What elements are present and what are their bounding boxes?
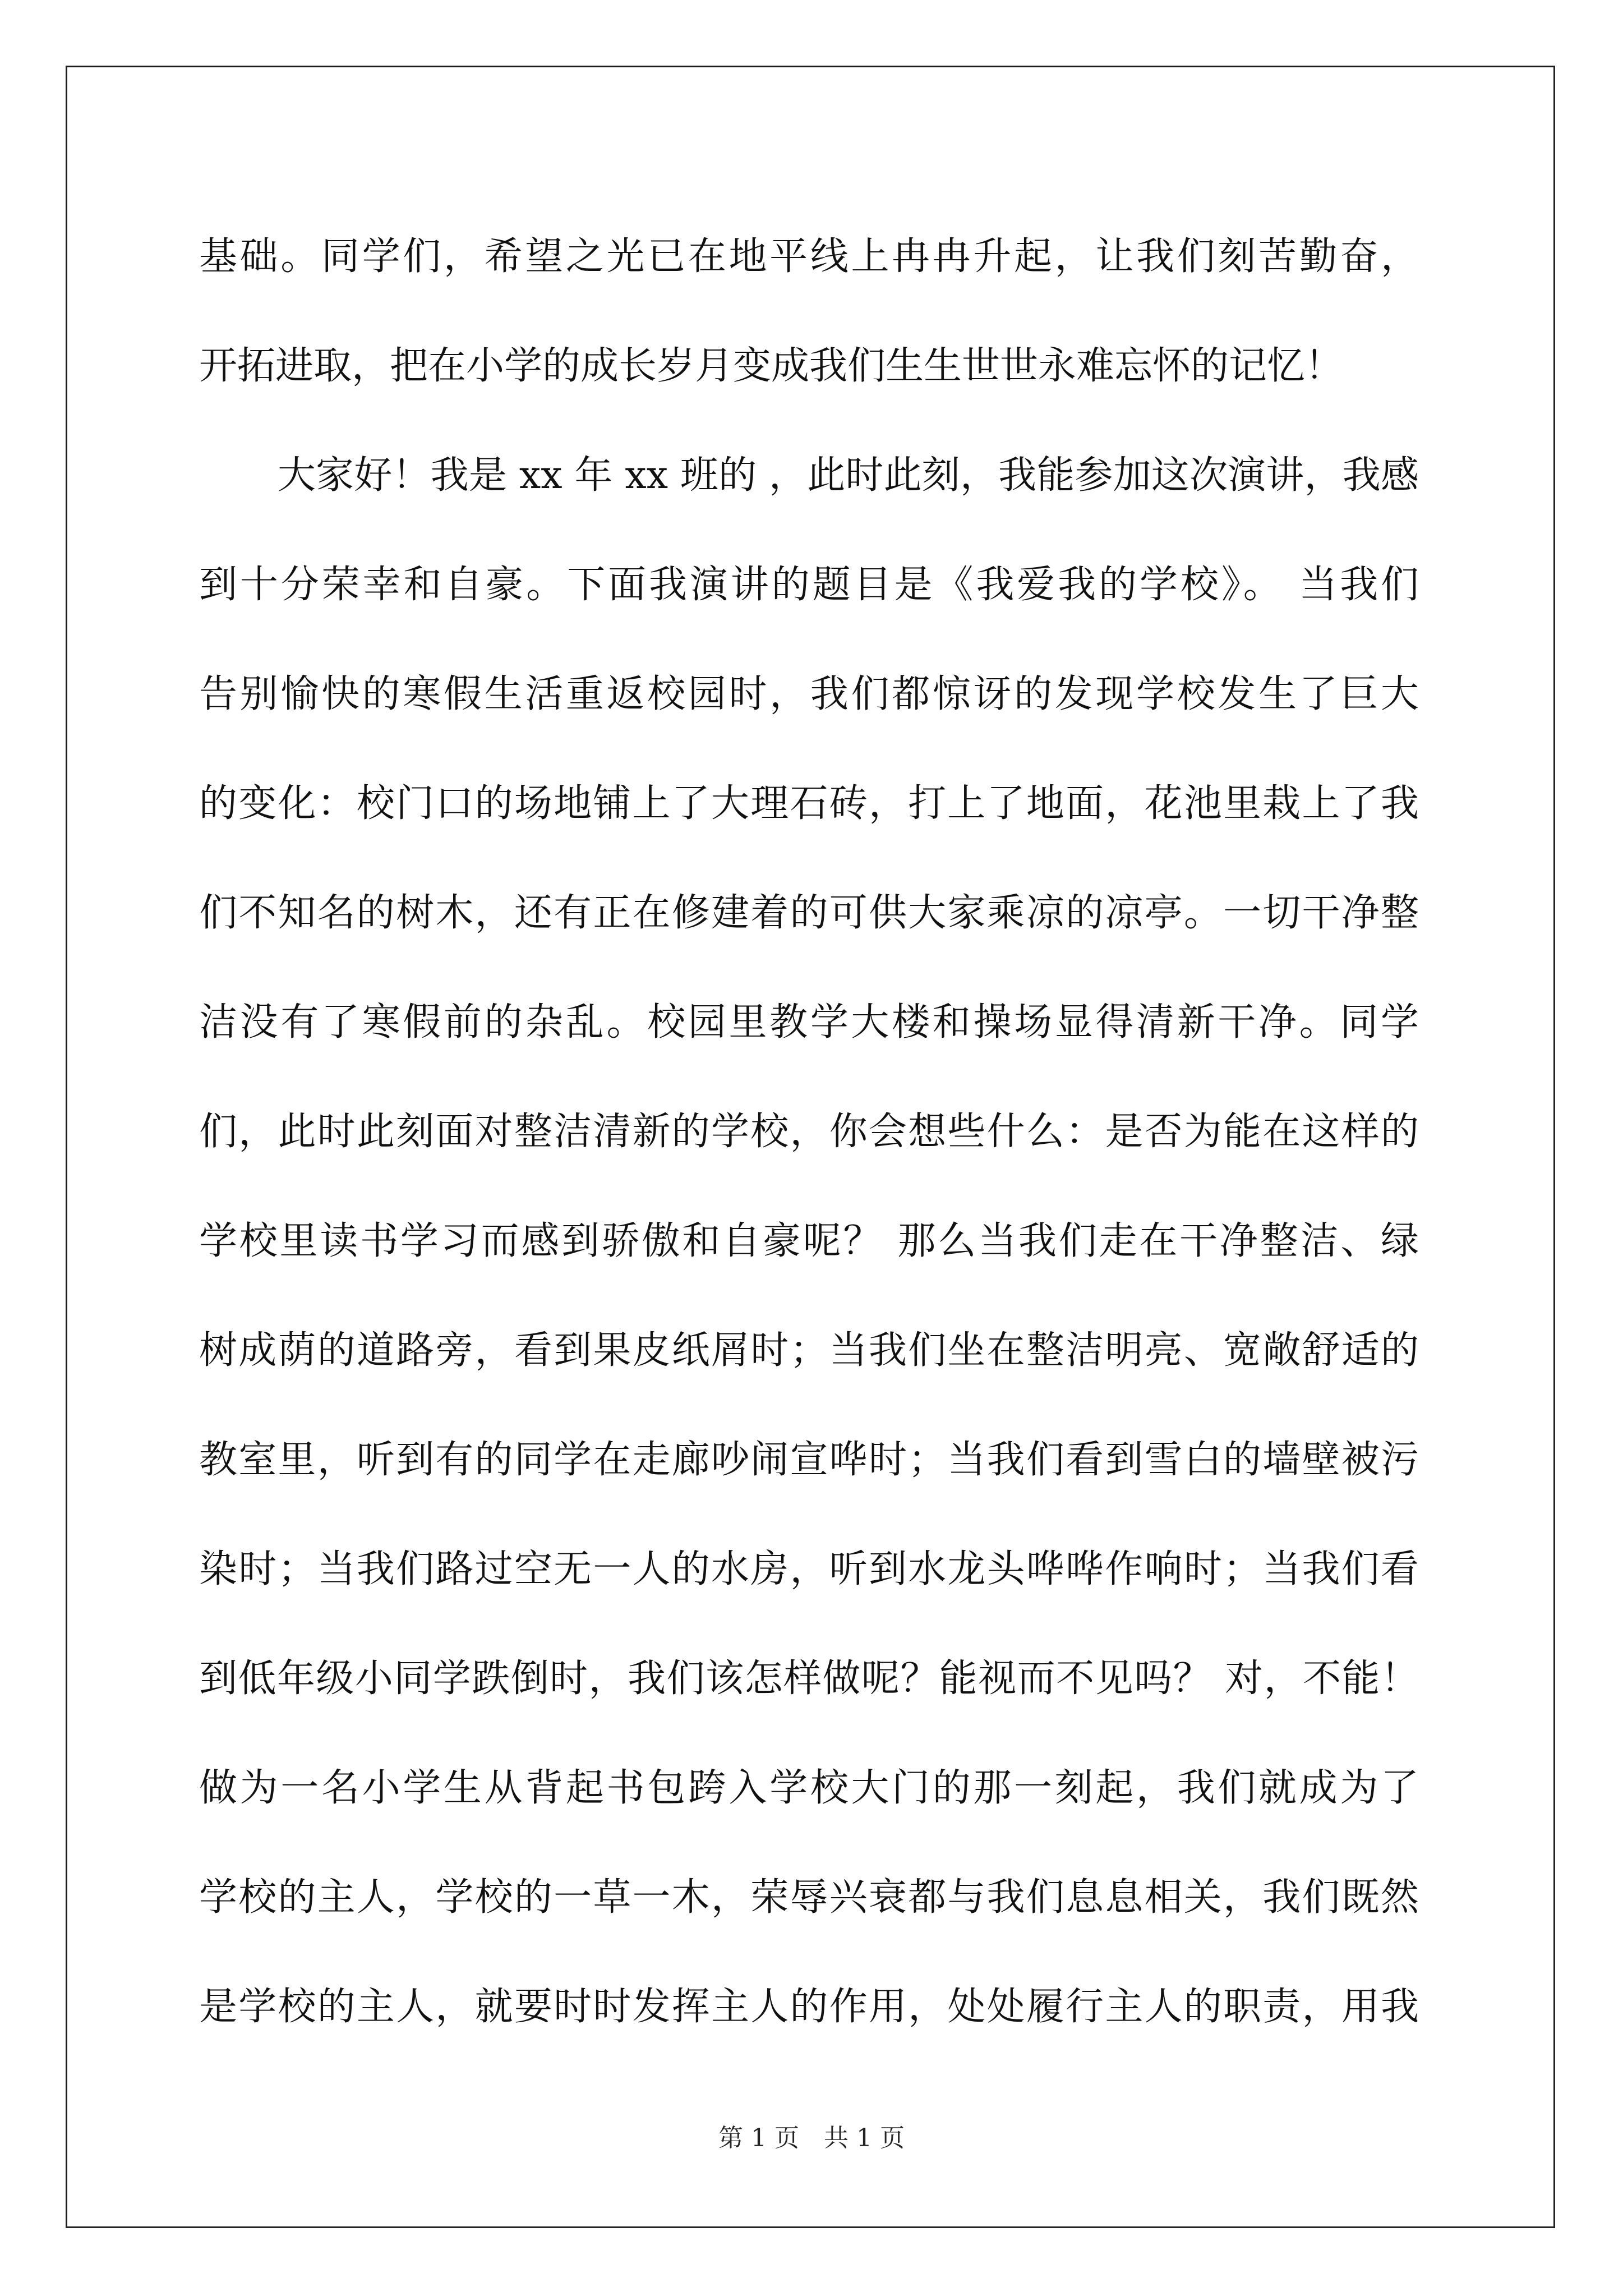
text-line: 染时；当我们路过空无一人的水房，听到水龙头哗哗作响时；当我们看 — [199, 1547, 1419, 1591]
text-line: 树成荫的道路旁，看到果皮纸屑时；当我们坐在整洁明亮、宽敞舒适的 — [199, 1328, 1419, 1373]
text-line: 到低年级小同学跌倒时，我们该怎样做呢？能视而不见吗？ 对，不能！ — [199, 1657, 1419, 1701]
paragraph-1 — [199, 202, 1419, 421]
text-line: 学校里读书学习而感到骄傲和自豪呢？ 那么当我们走在干净整洁、绿 — [199, 1219, 1419, 1263]
text-line: 开拓进取，把在小学的成长岁月变成我们生生世世永难忘怀的记忆！ — [199, 344, 1344, 388]
text-line: 洁没有了寒假前的杂乱。校园里教学大楼和操场显得清新干净。同学 — [199, 1000, 1419, 1045]
text-line: 的变化：校门口的场地铺上了大理石砖，打上了地面，花池里栽上了我 — [199, 781, 1419, 826]
text-line: 们，此时此刻面对整洁清新的学校，你会想些什么：是否为能在这样的 — [199, 1110, 1419, 1154]
page-number: 第 1 页 共 1 页 — [718, 2124, 905, 2152]
document-body — [199, 202, 1419, 2062]
text-line: 做为一名小学生从背起书包跨入学校大门的那一刻起，我们就成为了 — [199, 1766, 1419, 1810]
text-line: 基础。同学们，希望之光已在地平线上冉冉升起，让我们刻苦勤奋， — [199, 234, 1419, 279]
page-footer — [0, 2118, 1623, 2154]
text-line: 告别愉快的寒假生活重返校园时，我们都惊讶的发现学校发生了巨大 — [199, 672, 1419, 716]
text-line: 到十分荣幸和自豪。下面我演讲的题目是《我爱我的学校》。 当我们 — [199, 563, 1419, 607]
text-line: 们不知名的树木，还有正在修建着的可供大家乘凉的凉亭。一切干净整 — [199, 891, 1419, 935]
text-line: 教室里，听到有的同学在走廊吵闹宣哗时；当我们看到雪白的墙壁被污 — [199, 1438, 1419, 1482]
text-line: 大家好！我是 xx 年 xx 班的 ，此时此刻，我能参加这次演讲，我感 — [278, 453, 1419, 498]
paragraph-2 — [199, 421, 1419, 2062]
text-line: 是学校的主人，就要时时发挥主人的作用，处处履行主人的职责，用我 — [199, 1985, 1419, 2029]
text-line: 学校的主人，学校的一草一木，荣辱兴衰都与我们息息相关，我们既然 — [199, 1875, 1419, 1920]
